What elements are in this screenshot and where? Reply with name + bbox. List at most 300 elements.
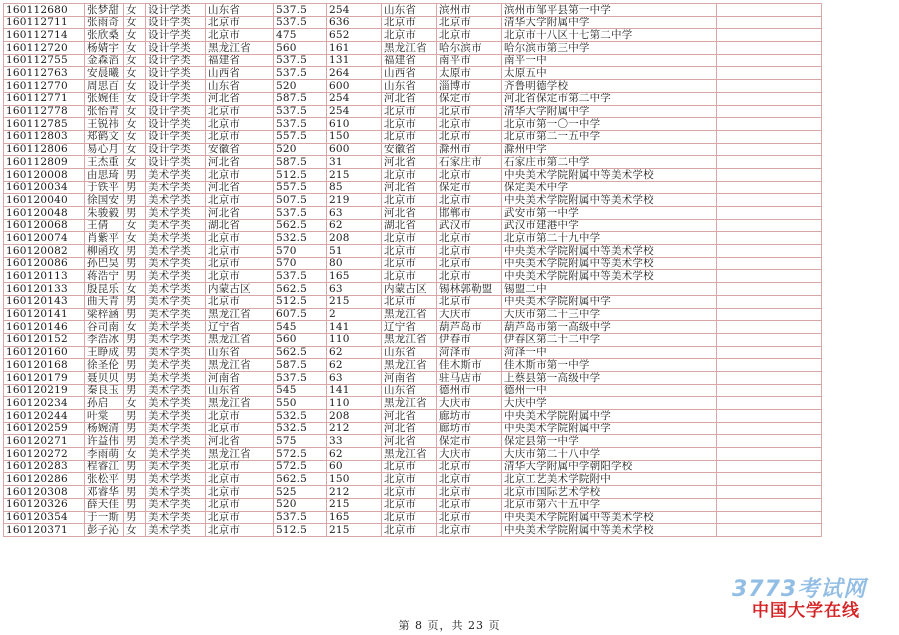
rank-cell: 62	[327, 219, 382, 232]
school-name-cell: 武安市第一中学	[502, 207, 717, 220]
table-row	[4, 194, 822, 207]
gender-cell: 女	[124, 4, 146, 17]
student-id-cell: 160112763	[4, 67, 85, 80]
student-name-cell: 聂贝贝	[85, 371, 124, 384]
home-province-cell: 北京市	[382, 245, 437, 258]
home-city-cell: 北京市	[437, 486, 502, 499]
score-cell: 512.5	[274, 168, 327, 181]
home-province-cell: 北京市	[382, 486, 437, 499]
gender-cell: 女	[124, 143, 146, 156]
table-row	[4, 219, 822, 232]
rank-cell: 150	[327, 473, 382, 486]
page-footer: 第 8 页，共 23 页	[398, 619, 501, 632]
home-province-cell: 山东省	[382, 80, 437, 93]
rank-cell: 63	[327, 283, 382, 296]
table-row	[4, 54, 822, 67]
table-row	[4, 245, 822, 258]
home-city-cell: 佳木斯市	[437, 359, 502, 372]
school-name-cell: 滨州市邹平县第一中学	[502, 4, 717, 17]
exam-province-cell: 河北省	[206, 181, 274, 194]
score-cell: 475	[274, 29, 327, 42]
empty-cell	[717, 181, 822, 194]
major-category-cell: 美术学类	[146, 181, 206, 194]
home-city-cell: 北京市	[437, 232, 502, 245]
school-name-cell: 太原五中	[502, 67, 717, 80]
home-province-cell: 山东省	[382, 384, 437, 397]
exam-province-cell: 北京市	[206, 245, 274, 258]
school-name-cell: 上蔡县第一高级中学	[502, 371, 717, 384]
score-cell: 557.5	[274, 130, 327, 143]
exam-province-cell: 黑龙江省	[206, 448, 274, 461]
score-cell: 537.5	[274, 371, 327, 384]
exam-province-cell: 辽宁省	[206, 321, 274, 334]
gender-cell: 女	[124, 16, 146, 29]
school-name-cell: 中央美术学院附属中学	[502, 422, 717, 435]
school-name-cell: 北京市第一〇一中学	[502, 118, 717, 131]
score-cell: 572.5	[274, 448, 327, 461]
home-city-cell: 北京市	[437, 29, 502, 42]
home-city-cell: 北京市	[437, 524, 502, 537]
gender-cell: 男	[124, 181, 146, 194]
empty-cell	[717, 371, 822, 384]
student-name-cell: 孙巴昊	[85, 257, 124, 270]
exam-province-cell: 黑龙江省	[206, 359, 274, 372]
score-cell: 545	[274, 384, 327, 397]
gender-cell: 男	[124, 435, 146, 448]
gender-cell: 男	[124, 486, 146, 499]
table-row	[4, 130, 822, 143]
student-id-cell: 160120219	[4, 384, 85, 397]
major-category-cell: 美术学类	[146, 270, 206, 283]
rank-cell: 33	[327, 435, 382, 448]
table-row	[4, 168, 822, 181]
student-id-cell: 160112770	[4, 80, 85, 93]
rank-cell: 161	[327, 42, 382, 55]
student-name-cell: 张欣桑	[85, 29, 124, 42]
school-name-cell: 北京市第六十五中学	[502, 498, 717, 511]
home-city-cell: 大庆市	[437, 397, 502, 410]
major-category-cell: 设计学类	[146, 54, 206, 67]
home-province-cell: 北京市	[382, 460, 437, 473]
score-cell: 537.5	[274, 54, 327, 67]
gender-cell: 女	[124, 105, 146, 118]
major-category-cell: 设计学类	[146, 4, 206, 17]
empty-cell	[717, 346, 822, 359]
empty-cell	[717, 448, 822, 461]
student-id-cell: 160120326	[4, 498, 85, 511]
home-city-cell: 石家庄市	[437, 156, 502, 169]
home-city-cell: 德州市	[437, 384, 502, 397]
gender-cell: 男	[124, 473, 146, 486]
score-cell: 537.5	[274, 105, 327, 118]
school-name-cell: 河北省保定市第二中学	[502, 92, 717, 105]
student-name-cell: 张雨奇	[85, 16, 124, 29]
table-row	[4, 270, 822, 283]
major-category-cell: 设计学类	[146, 42, 206, 55]
exam-province-cell: 北京市	[206, 29, 274, 42]
rank-cell: 131	[327, 54, 382, 67]
home-province-cell: 河北省	[382, 207, 437, 220]
exam-province-cell: 山东省	[206, 346, 274, 359]
empty-cell	[717, 397, 822, 410]
empty-cell	[717, 16, 822, 29]
student-name-cell: 李雨萌	[85, 448, 124, 461]
gender-cell: 女	[124, 130, 146, 143]
table-row	[4, 92, 822, 105]
student-name-cell: 邓睿华	[85, 486, 124, 499]
student-name-cell: 张婉佳	[85, 92, 124, 105]
score-cell: 572.5	[274, 460, 327, 473]
student-name-cell: 由思琦	[85, 168, 124, 181]
empty-cell	[717, 257, 822, 270]
rank-cell: 51	[327, 245, 382, 258]
home-province-cell: 河北省	[382, 422, 437, 435]
student-name-cell: 薛天佳	[85, 498, 124, 511]
rank-cell: 85	[327, 181, 382, 194]
table-row	[4, 29, 822, 42]
student-id-cell: 160120141	[4, 308, 85, 321]
home-province-cell: 河北省	[382, 410, 437, 423]
home-province-cell: 北京市	[382, 257, 437, 270]
home-city-cell: 北京市	[437, 295, 502, 308]
table-row	[4, 308, 822, 321]
site-watermark: 3773考试网	[732, 577, 867, 602]
rank-cell: 110	[327, 333, 382, 346]
major-category-cell: 设计学类	[146, 130, 206, 143]
student-id-cell: 160120146	[4, 321, 85, 334]
student-name-cell: 朱骏毅	[85, 207, 124, 220]
student-id-cell: 160120113	[4, 270, 85, 283]
score-cell: 560	[274, 333, 327, 346]
major-category-cell: 美术学类	[146, 168, 206, 181]
home-province-cell: 黑龙江省	[382, 397, 437, 410]
school-name-cell: 中央美术学院附属中等美术学校	[502, 245, 717, 258]
home-city-cell: 大庆市	[437, 448, 502, 461]
major-category-cell: 设计学类	[146, 156, 206, 169]
exam-province-cell: 北京市	[206, 524, 274, 537]
exam-province-cell: 北京市	[206, 118, 274, 131]
major-category-cell: 美术学类	[146, 308, 206, 321]
gender-cell: 男	[124, 270, 146, 283]
school-name-cell: 菏泽一中	[502, 346, 717, 359]
rank-cell: 254	[327, 105, 382, 118]
gender-cell: 女	[124, 118, 146, 131]
student-id-cell: 160120234	[4, 397, 85, 410]
table-row	[4, 397, 822, 410]
rank-cell: 600	[327, 143, 382, 156]
score-cell: 537.5	[274, 511, 327, 524]
rank-cell: 652	[327, 29, 382, 42]
score-cell: 587.5	[274, 359, 327, 372]
score-cell: 537.5	[274, 4, 327, 17]
student-id-cell: 160120286	[4, 473, 85, 486]
student-name-cell: 王杰重	[85, 156, 124, 169]
exam-province-cell: 黑龙江省	[206, 308, 274, 321]
major-category-cell: 设计学类	[146, 118, 206, 131]
score-cell: 587.5	[274, 92, 327, 105]
empty-cell	[717, 4, 822, 17]
school-name-cell: 中央美术学院附属中等美术学校	[502, 257, 717, 270]
rank-cell: 212	[327, 422, 382, 435]
student-id-cell: 160112785	[4, 118, 85, 131]
empty-cell	[717, 245, 822, 258]
major-category-cell: 美术学类	[146, 359, 206, 372]
home-city-cell: 北京市	[437, 118, 502, 131]
student-id-cell: 160120160	[4, 346, 85, 359]
gender-cell: 男	[124, 410, 146, 423]
table-row	[4, 486, 822, 499]
gender-cell: 男	[124, 168, 146, 181]
table-row	[4, 232, 822, 245]
table-row	[4, 448, 822, 461]
exam-province-cell: 北京市	[206, 194, 274, 207]
empty-cell	[717, 194, 822, 207]
home-province-cell: 北京市	[382, 473, 437, 486]
school-name-cell: 中央美术学院附属中等美术学校	[502, 168, 717, 181]
home-city-cell: 伊春市	[437, 333, 502, 346]
table-row	[4, 105, 822, 118]
score-cell: 562.5	[274, 283, 327, 296]
student-id-cell: 160112771	[4, 92, 85, 105]
major-category-cell: 美术学类	[146, 346, 206, 359]
home-province-cell: 北京市	[382, 232, 437, 245]
school-name-cell: 北京市第二十九中学	[502, 232, 717, 245]
brand-watermark: 中国大学在线	[752, 601, 860, 621]
empty-cell	[717, 232, 822, 245]
rank-cell: 254	[327, 92, 382, 105]
empty-cell	[717, 422, 822, 435]
score-cell: 537.5	[274, 16, 327, 29]
gender-cell: 女	[124, 321, 146, 334]
gender-cell: 女	[124, 232, 146, 245]
gender-cell: 男	[124, 359, 146, 372]
rank-cell: 215	[327, 295, 382, 308]
score-cell: 532.5	[274, 232, 327, 245]
empty-cell	[717, 42, 822, 55]
student-id-cell: 160120082	[4, 245, 85, 258]
student-name-cell: 许益伟	[85, 435, 124, 448]
empty-cell	[717, 54, 822, 67]
score-cell: 512.5	[274, 295, 327, 308]
student-name-cell: 金森滔	[85, 54, 124, 67]
empty-cell	[717, 486, 822, 499]
home-city-cell: 北京市	[437, 511, 502, 524]
home-province-cell: 北京市	[382, 105, 437, 118]
home-city-cell: 北京市	[437, 257, 502, 270]
student-id-cell: 160120086	[4, 257, 85, 270]
score-cell: 545	[274, 321, 327, 334]
major-category-cell: 设计学类	[146, 16, 206, 29]
rank-cell: 110	[327, 397, 382, 410]
student-id-cell: 160120048	[4, 207, 85, 220]
student-name-cell: 杨婉清	[85, 422, 124, 435]
student-name-cell: 安晨曦	[85, 67, 124, 80]
empty-cell	[717, 473, 822, 486]
home-province-cell: 北京市	[382, 16, 437, 29]
student-id-cell: 160120271	[4, 435, 85, 448]
exam-province-cell: 北京市	[206, 257, 274, 270]
school-name-cell: 中央美术学院附属中等美术学校	[502, 270, 717, 283]
empty-cell	[717, 384, 822, 397]
exam-province-cell: 黑龙江省	[206, 42, 274, 55]
exam-province-cell: 北京市	[206, 486, 274, 499]
home-province-cell: 北京市	[382, 168, 437, 181]
table-row	[4, 346, 822, 359]
home-province-cell: 北京市	[382, 498, 437, 511]
student-id-cell: 160120068	[4, 219, 85, 232]
home-city-cell: 北京市	[437, 460, 502, 473]
table-row	[4, 333, 822, 346]
major-category-cell: 美术学类	[146, 333, 206, 346]
empty-cell	[717, 67, 822, 80]
home-province-cell: 河南省	[382, 371, 437, 384]
score-cell: 520	[274, 80, 327, 93]
student-id-cell: 160120143	[4, 295, 85, 308]
score-cell: 562.5	[274, 346, 327, 359]
exam-province-cell: 河北省	[206, 435, 274, 448]
student-name-cell: 秦良玉	[85, 384, 124, 397]
table-row	[4, 42, 822, 55]
major-category-cell: 美术学类	[146, 384, 206, 397]
home-province-cell: 北京市	[382, 524, 437, 537]
table-row	[4, 16, 822, 29]
home-city-cell: 哈尔滨市	[437, 42, 502, 55]
exam-province-cell: 河南省	[206, 371, 274, 384]
home-province-cell: 黑龙江省	[382, 448, 437, 461]
home-city-cell: 大庆市	[437, 308, 502, 321]
empty-cell	[717, 460, 822, 473]
rank-cell: 264	[327, 67, 382, 80]
exam-province-cell: 北京市	[206, 168, 274, 181]
home-city-cell: 北京市	[437, 498, 502, 511]
exam-province-cell: 山东省	[206, 4, 274, 17]
table-row	[4, 435, 822, 448]
student-id-cell: 160120034	[4, 181, 85, 194]
rank-cell: 212	[327, 486, 382, 499]
student-id-cell: 160120272	[4, 448, 85, 461]
home-city-cell: 北京市	[437, 16, 502, 29]
student-name-cell: 孙启	[85, 397, 124, 410]
home-province-cell: 北京市	[382, 295, 437, 308]
major-category-cell: 美术学类	[146, 245, 206, 258]
home-city-cell: 武汉市	[437, 219, 502, 232]
exam-province-cell: 湖北省	[206, 219, 274, 232]
gender-cell: 男	[124, 207, 146, 220]
student-name-cell: 王锐祎	[85, 118, 124, 131]
score-cell: 562.5	[274, 219, 327, 232]
gender-cell: 女	[124, 397, 146, 410]
empty-cell	[717, 130, 822, 143]
rank-cell: 31	[327, 156, 382, 169]
gender-cell: 男	[124, 384, 146, 397]
home-city-cell: 北京市	[437, 270, 502, 283]
exam-province-cell: 北京市	[206, 270, 274, 283]
major-category-cell: 美术学类	[146, 397, 206, 410]
school-name-cell: 大庆市第二十八中学	[502, 448, 717, 461]
empty-cell	[717, 524, 822, 537]
exam-province-cell: 北京市	[206, 422, 274, 435]
home-province-cell: 黑龙江省	[382, 42, 437, 55]
exam-province-cell: 山西省	[206, 67, 274, 80]
rank-cell: 62	[327, 359, 382, 372]
home-province-cell: 北京市	[382, 270, 437, 283]
table-row	[4, 80, 822, 93]
home-city-cell: 北京市	[437, 105, 502, 118]
school-name-cell: 大庆中学	[502, 397, 717, 410]
gender-cell: 女	[124, 92, 146, 105]
empty-cell	[717, 105, 822, 118]
home-city-cell: 驻马店市	[437, 371, 502, 384]
major-category-cell: 美术学类	[146, 498, 206, 511]
major-category-cell: 设计学类	[146, 67, 206, 80]
school-name-cell: 佳木斯市第一中学	[502, 359, 717, 372]
home-city-cell: 北京市	[437, 168, 502, 181]
empty-cell	[717, 168, 822, 181]
home-province-cell: 山东省	[382, 346, 437, 359]
home-city-cell: 保定市	[437, 181, 502, 194]
home-province-cell: 北京市	[382, 118, 437, 131]
home-province-cell: 黑龙江省	[382, 359, 437, 372]
student-name-cell: 于铁平	[85, 181, 124, 194]
major-category-cell: 设计学类	[146, 29, 206, 42]
exam-province-cell: 河北省	[206, 156, 274, 169]
empty-cell	[717, 156, 822, 169]
empty-cell	[717, 435, 822, 448]
table-row	[4, 207, 822, 220]
student-id-cell: 160112806	[4, 143, 85, 156]
major-category-cell: 设计学类	[146, 105, 206, 118]
student-id-cell: 160120074	[4, 232, 85, 245]
school-name-cell: 哈尔滨市第三中学	[502, 42, 717, 55]
major-category-cell: 设计学类	[146, 80, 206, 93]
home-city-cell: 保定市	[437, 435, 502, 448]
table-row	[4, 4, 822, 17]
exam-province-cell: 北京市	[206, 460, 274, 473]
student-name-cell: 周思百	[85, 80, 124, 93]
student-id-cell: 160112720	[4, 42, 85, 55]
empty-cell	[717, 219, 822, 232]
school-name-cell: 北京市第二一五中学	[502, 130, 717, 143]
table-row	[4, 181, 822, 194]
gender-cell: 女	[124, 54, 146, 67]
table-row	[4, 359, 822, 372]
admission-roster-table	[3, 3, 822, 537]
rank-cell: 165	[327, 511, 382, 524]
score-cell: 562.5	[274, 473, 327, 486]
major-category-cell: 美术学类	[146, 460, 206, 473]
home-city-cell: 廊坊市	[437, 422, 502, 435]
major-category-cell: 美术学类	[146, 283, 206, 296]
school-name-cell: 大庆市第二十三中学	[502, 308, 717, 321]
rank-cell: 60	[327, 460, 382, 473]
home-province-cell: 辽宁省	[382, 321, 437, 334]
school-name-cell: 清华大学附属中学朝阳学校	[502, 460, 717, 473]
empty-cell	[717, 143, 822, 156]
school-name-cell: 中央美术学院附属中学	[502, 410, 717, 423]
home-city-cell: 葫芦岛市	[437, 321, 502, 334]
student-id-cell: 160120179	[4, 371, 85, 384]
school-name-cell: 德州一中	[502, 384, 717, 397]
rank-cell: 600	[327, 80, 382, 93]
home-city-cell: 廊坊市	[437, 410, 502, 423]
score-cell: 550	[274, 397, 327, 410]
gender-cell: 男	[124, 194, 146, 207]
table-row	[4, 295, 822, 308]
empty-cell	[717, 29, 822, 42]
exam-province-cell: 福建省	[206, 54, 274, 67]
home-city-cell: 菏泽市	[437, 346, 502, 359]
student-id-cell: 160120168	[4, 359, 85, 372]
